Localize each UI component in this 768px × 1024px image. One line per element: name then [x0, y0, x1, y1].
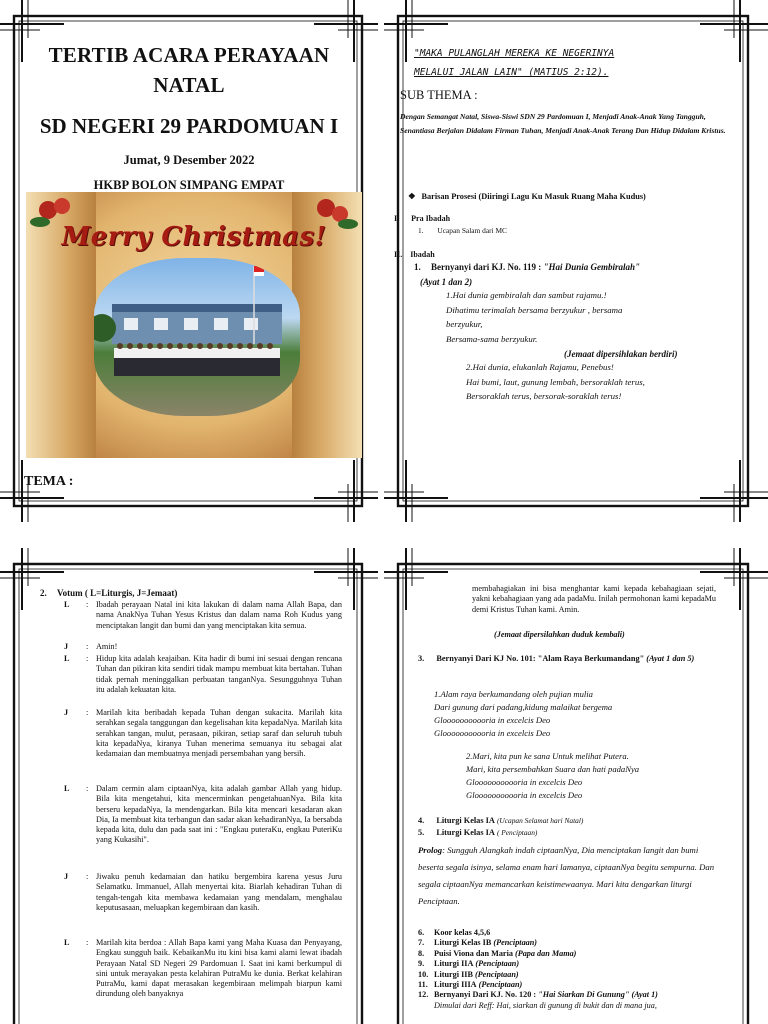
- prolog-paragraph: [418, 842, 722, 910]
- list-item: 7. Liturgi Kelas IB (Penciptaan): [418, 938, 538, 948]
- section-ibadah: [394, 250, 744, 259]
- votum-text: Ibadah perayaan Natal ini kita lakukan di dalam nama Allah Bapa, dan nama AnakNya Tuhan Yesus Kristus dan dalam nama Roh Kudus yang menciptakan langit dan bumi dan yang menciptakan kita semua.: [96, 600, 342, 630]
- school-group-photo: [94, 258, 300, 416]
- hymn-title: Bernyanyi Dari KJ No. 101: "Alam Raya Berkumandang": [436, 654, 645, 663]
- votum-row: L : Dalam cermin alam ciptaanNya, kita adalah gambar Allah yang hidup. Bila kita mengetahui, kita mencerminkan pengetahuanNya. Bila kita berseru kepadaNya, Ia mendengarkan. Bila kita mencari kesadaran akan Dia, Ia membuat kita terbangun dan sadar akan kehadiranNya, Ia bersabda kepada kita, dulu dan pada saat ini : "Engkau puteraKu, engkau PuteriKu yang Kukasihi".: [64, 784, 342, 845]
- verse-line-1: "MAKA PULANGLAH MEREKA KE NEGERINYA: [414, 48, 615, 59]
- speaker-label: L: [64, 600, 70, 609]
- speaker-label: L: [64, 938, 70, 947]
- lyric-line: Bersoraklah terus, bersorak-soraklah terus!: [466, 391, 622, 401]
- event-date: Jumat, 9 Desember 2022: [123, 153, 255, 167]
- votum-row: J : Amin!: [60, 642, 342, 652]
- sub-thema-label: SUB THEMA :: [400, 88, 478, 102]
- votum-row: J : Jiwaku penuh kedamaian dan hatiku bergembira karena yesus Juru Selamatku. Immanuel, Allah menyertai kita. Biarlah kehadiran Tuhan di tengah-tengah kita membawa kedamaian yang mendalam, menghalau keputusasaan, meluapkan kegembiraan dan kasih.: [64, 872, 342, 912]
- lyric-line: 1.Hai dunia gembiralah dan sambut rajamu.!: [446, 290, 607, 300]
- item-number: 3.: [418, 654, 425, 663]
- votum-row: J : Marilah kita beribadah kepada Tuhan dengan sukacita. Marilah kita serahkan segala tanggungan dan kegelisahan kita kepadaNya. Marilah kita serahkan tangan, mulut, perasaan, pikiran, setiap saraf dan seluruh tubuh kita kepadaNya, kiranya Tuhan menerima semuanya itu sebagai alat kedamaian dan membuatnya menjadi persembahan yang bersih.: [64, 708, 342, 759]
- prolog-label: Prolog: [418, 845, 443, 855]
- cover-title-line2: NATAL: [153, 73, 225, 97]
- hymn-name: "Hai Dunia Gembiralah": [543, 262, 641, 272]
- lyric-line: Mari, kita persembahkan Suara dan hati padaNya: [466, 764, 640, 774]
- tema-label: TEMA :: [24, 474, 74, 489]
- lyric-line: Glooooooooooria in excelcis Deo: [466, 777, 583, 787]
- votum-text: Dalam cermin alam ciptaanNya, kita adalah gambar Allah yang hidup. Bila kita mengetahui, kita mencerminkan pengetahuanNya. Bila kita berseru kepadaNya, Ia mendengarkan. Bila kita mencari kesadaran akan Dia, Ia membuat kita terbangun dan sadar akan kehadiranNya, Ia bersabda kepada kita, dulu dan pada saat ini : "Engkau puteraKu, engkau PuteriKu yang Kukasihi".: [96, 784, 342, 845]
- item-number: 5.: [418, 828, 425, 837]
- verse-line-2: MELALUI JALAN LAIN" (MATIUS 2:12).: [414, 67, 609, 78]
- lyric-line: 2.Mari, kita pun ke sana Untuk melihat Putera.: [466, 751, 629, 761]
- section-number: II.: [394, 250, 403, 259]
- program-page-3: [384, 548, 768, 1024]
- lyric-line: 1.Alam raya berkumandang oleh pujian mulia: [434, 689, 593, 699]
- diamond-bullet-icon: ❖: [408, 192, 416, 201]
- christmas-photo: [26, 192, 362, 458]
- section-pra-ibadah: [394, 214, 744, 223]
- hymn-verses: (Ayat 1 dan 5): [646, 654, 695, 663]
- lyric-line: Hai bumi, laut, gunung lembah, bersoraklah terus,: [466, 376, 645, 387]
- list-item: 8. Puisi Viona dan Maria (Papa dan Mama): [418, 948, 577, 958]
- votum-number: 2.: [40, 588, 47, 598]
- liturgy-item-4: [418, 816, 758, 825]
- votum-heading: [40, 588, 177, 598]
- lyric-line: Glooooooooooria in excelcis Deo: [434, 715, 551, 725]
- program-page-2: [0, 548, 378, 1024]
- list-item: 11. Liturgi IIIA (Penciptaan): [418, 980, 523, 990]
- pra-ibadah-item: [418, 226, 768, 235]
- prayer-continuation: membahagiakan ini bisa menghantar kami kepada kebahagiaan sejati, yakni kebahagiaan yang ada padaMu. Inilah permohonan kami kepadaMu demi Kristus Tuhan kami. Amin.: [472, 584, 716, 614]
- section-number: I.: [394, 214, 400, 223]
- votum-row: L : Hidup kita adalah keajaiban. Kita hadir di bumi ini sesuai dengan rencana Tuhan dan pikiran kita sendiri tidak mampu membuat kita bertahan. Tuhan tidak pernah meninggalkan perbuatan tanganNya. Sesungguhnya Tuhan itu adalah kekuatan kita.: [64, 654, 342, 694]
- item-text: Ucapan Salam dari MC: [437, 226, 507, 235]
- hymn-119-verse-1: [446, 288, 746, 346]
- procession-text: Barisan Prosesi (Diiringi Lagu Ku Masuk Ruang Maha Kudus): [421, 192, 646, 201]
- votum-text: Marilah kita berdoa : Allah Bapa kami yang Maha Kuasa dan Penyayang, Engkau sungguh baik. KebaikanMu itu kini bisa kami alami lewat ibadah Perayaan Natal SD Negeri 29 Pardomuan I. Saat ini kami berkumpul di sini untuk merayakan pesta kelahiran PutraMu ke dunia. Berkat kelahiran PutraMu, kami dapat merasakan kegembiraan melimpah biarpun kami dirundung oleh banyaknya: [96, 938, 342, 999]
- votum-text: Marilah kita beribadah kepada Tuhan dengan sukacita. Marilah kita serahkan segala tanggungan dan kegelisahan kita kepadaNya. Marilah kita serahkan tangan, mulut, perasaan, pikiran, setiap saraf dan seluruh tubuh kita kepadaNya, kiranya Tuhan menerima semuanya itu sebagai alat kedamaian dan membuatnya menjadi persembahan yang bersih.: [96, 708, 342, 759]
- item-number: 4.: [418, 816, 425, 825]
- item-title: Liturgi Kelas IA: [436, 816, 495, 825]
- list-item: 9. Liturgi IIA (Penciptaan): [418, 959, 520, 969]
- section-title: Ibadah: [410, 250, 435, 259]
- votum-text: Hidup kita adalah keajaiban. Kita hadir di bumi ini sesuai dengan rencana Tuhan dan pikiran kita sendiri tidak mampu membuat kita bertahan. Tuhan tidak pernah meninggalkan perbuatan tanganNya. Sesungguhnya Tuhan itu adalah kekuatan kita.: [96, 654, 342, 694]
- hymn-title: Bernyanyi dari KJ. No. 119 :: [431, 262, 544, 272]
- venue-name: HKBP BOLON SIMPANG EMPAT: [93, 178, 285, 192]
- lyric-line: Dihatimu terimalah bersama berzyukur , bersama: [446, 304, 623, 315]
- lyric-line: Glooooooooooria in excelcis Deo: [434, 728, 551, 738]
- item-number: 1.: [418, 226, 424, 235]
- votum-row: L : Ibadah perayaan Natal ini kita lakukan di dalam nama Allah Bapa, dan nama AnakNya Tuhan Yesus Kristus dan dalam nama Roh Kudus yang menciptakan langit dan bumi dan yang menciptakan kita semua.: [64, 600, 342, 630]
- liturgy-item-5: [418, 828, 758, 837]
- lyric-line: 2.Hai dunia, elukanlah Rajamu, Penebus!: [466, 362, 614, 372]
- votum-text: Amin!: [96, 642, 118, 651]
- merry-christmas-text: Merry Christmas!: [61, 222, 327, 252]
- hymn-119-verse-2: [466, 360, 746, 404]
- lyric-line: berzyukur,: [446, 319, 483, 329]
- lyric-line: Dari gunung dari padang,kidung malaikat bergema: [434, 702, 613, 712]
- cover-heading: [24, 40, 354, 193]
- hymn-101-heading: [418, 654, 758, 663]
- section-title: Pra Ibadah: [411, 214, 451, 223]
- program-list: [418, 928, 758, 1011]
- votum-title: Votum ( L=Liturgis, J=Jemaat): [57, 588, 178, 598]
- item-note: (Ucapan Selamat hari Natal): [496, 816, 584, 825]
- speaker-label: J: [64, 708, 69, 717]
- item-note: ( Penciptaan): [496, 828, 538, 837]
- hymn-number: 1.: [414, 262, 421, 272]
- program-page-1: [384, 0, 768, 522]
- item-title: Liturgi Kelas IA: [436, 828, 495, 837]
- speaker-label: J: [64, 872, 69, 881]
- lyric-line: Bersama-sama berzyukur.: [446, 333, 538, 344]
- lyric-line: Glooooooooooria in excelcis Deo: [466, 790, 583, 800]
- votum-row: L : Marilah kita berdoa : Allah Bapa kami yang Maha Kuasa dan Penyayang, Engkau sungguh baik. KebaikanMu itu kini bisa kami alami lewat ibadah Perayaan Natal SD Negeri 29 Pardomuan I. Saat ini kami berkumpul di sini untuk merayakan pesta kelahiran PutraMu ke dunia. Berkat kelahiran PutraMu, kami dapat merasakan kegembiraan melimpah biarpun kami dirundung oleh banyaknya: [64, 938, 342, 999]
- speaker-label: J: [64, 642, 69, 651]
- cover-page: [0, 0, 378, 522]
- hymn-119-verses: (Ayat 1 dan 2): [420, 277, 473, 287]
- speaker-label: L: [64, 654, 70, 663]
- congregation-stand-note: (Jemaat dipersihlakan berdiri): [564, 349, 678, 359]
- votum-text: Jiwaku penuh kedamaian dan hatiku bergembira karena yesus Juru Selamatku. Immanuel, Allah menyertai kita. Biarlah kehadiran Tuhan di tengah-tengah kita membawa kedamaian yang mendalam, menghalau keputusasaan, meluapkan kegembiraan dan kasih.: [96, 872, 342, 912]
- cover-title-line1: TERTIB ACARA PERAYAAN: [48, 43, 330, 67]
- speaker-label: L: [64, 784, 70, 793]
- sub-thema-text: Dengan Semangat Natal, Siswa-Siswi SDN 29 Pardomuan I, Menjadi Anak-Anak Yang Tangguh, Senantiasa Berjalan Didalam Firman Tuhan, Menjadi Anak-Anak Terang Dan Hidup Didalam Kristus.: [400, 112, 726, 135]
- hymn-119-heading: [414, 260, 764, 274]
- list-item: 6. Koor kelas 4,5,6: [418, 928, 491, 937]
- theme-verse: [414, 44, 696, 82]
- hymn-101-verse-2: [466, 750, 639, 802]
- prolog-text: : Sungguh Alangkah indah ciptaanNya, Dia menciptakan langit dan bumi beserta segala isinya, selama enam hari lamanya, ciptaanNya begitu sempurna. Dan segala ciptaanNya memancarkan keistimewaanya. Mari kita dengarkan liturgi Penciptaan.: [418, 845, 715, 906]
- hymn-101-verse-1: [434, 688, 612, 740]
- hymn-120-instruction: Dimulai dari Reff: Hai, siarkan di gunung di bukit dan di mana jua,: [434, 1000, 657, 1010]
- school-name: SD NEGERI 29 PARDOMUAN I: [39, 114, 339, 138]
- procession-item: [408, 191, 728, 201]
- list-item: 10. Liturgi IIB (Penciptaan): [418, 969, 519, 979]
- list-item: 12. Bernyanyi Dari KJ. No. 120 : "Hai Siarkan Di Gunung" (Ayat 1): [418, 990, 658, 1000]
- congregation-sit-note: (Jemaat dipersilahkan duduk kembali): [494, 630, 625, 639]
